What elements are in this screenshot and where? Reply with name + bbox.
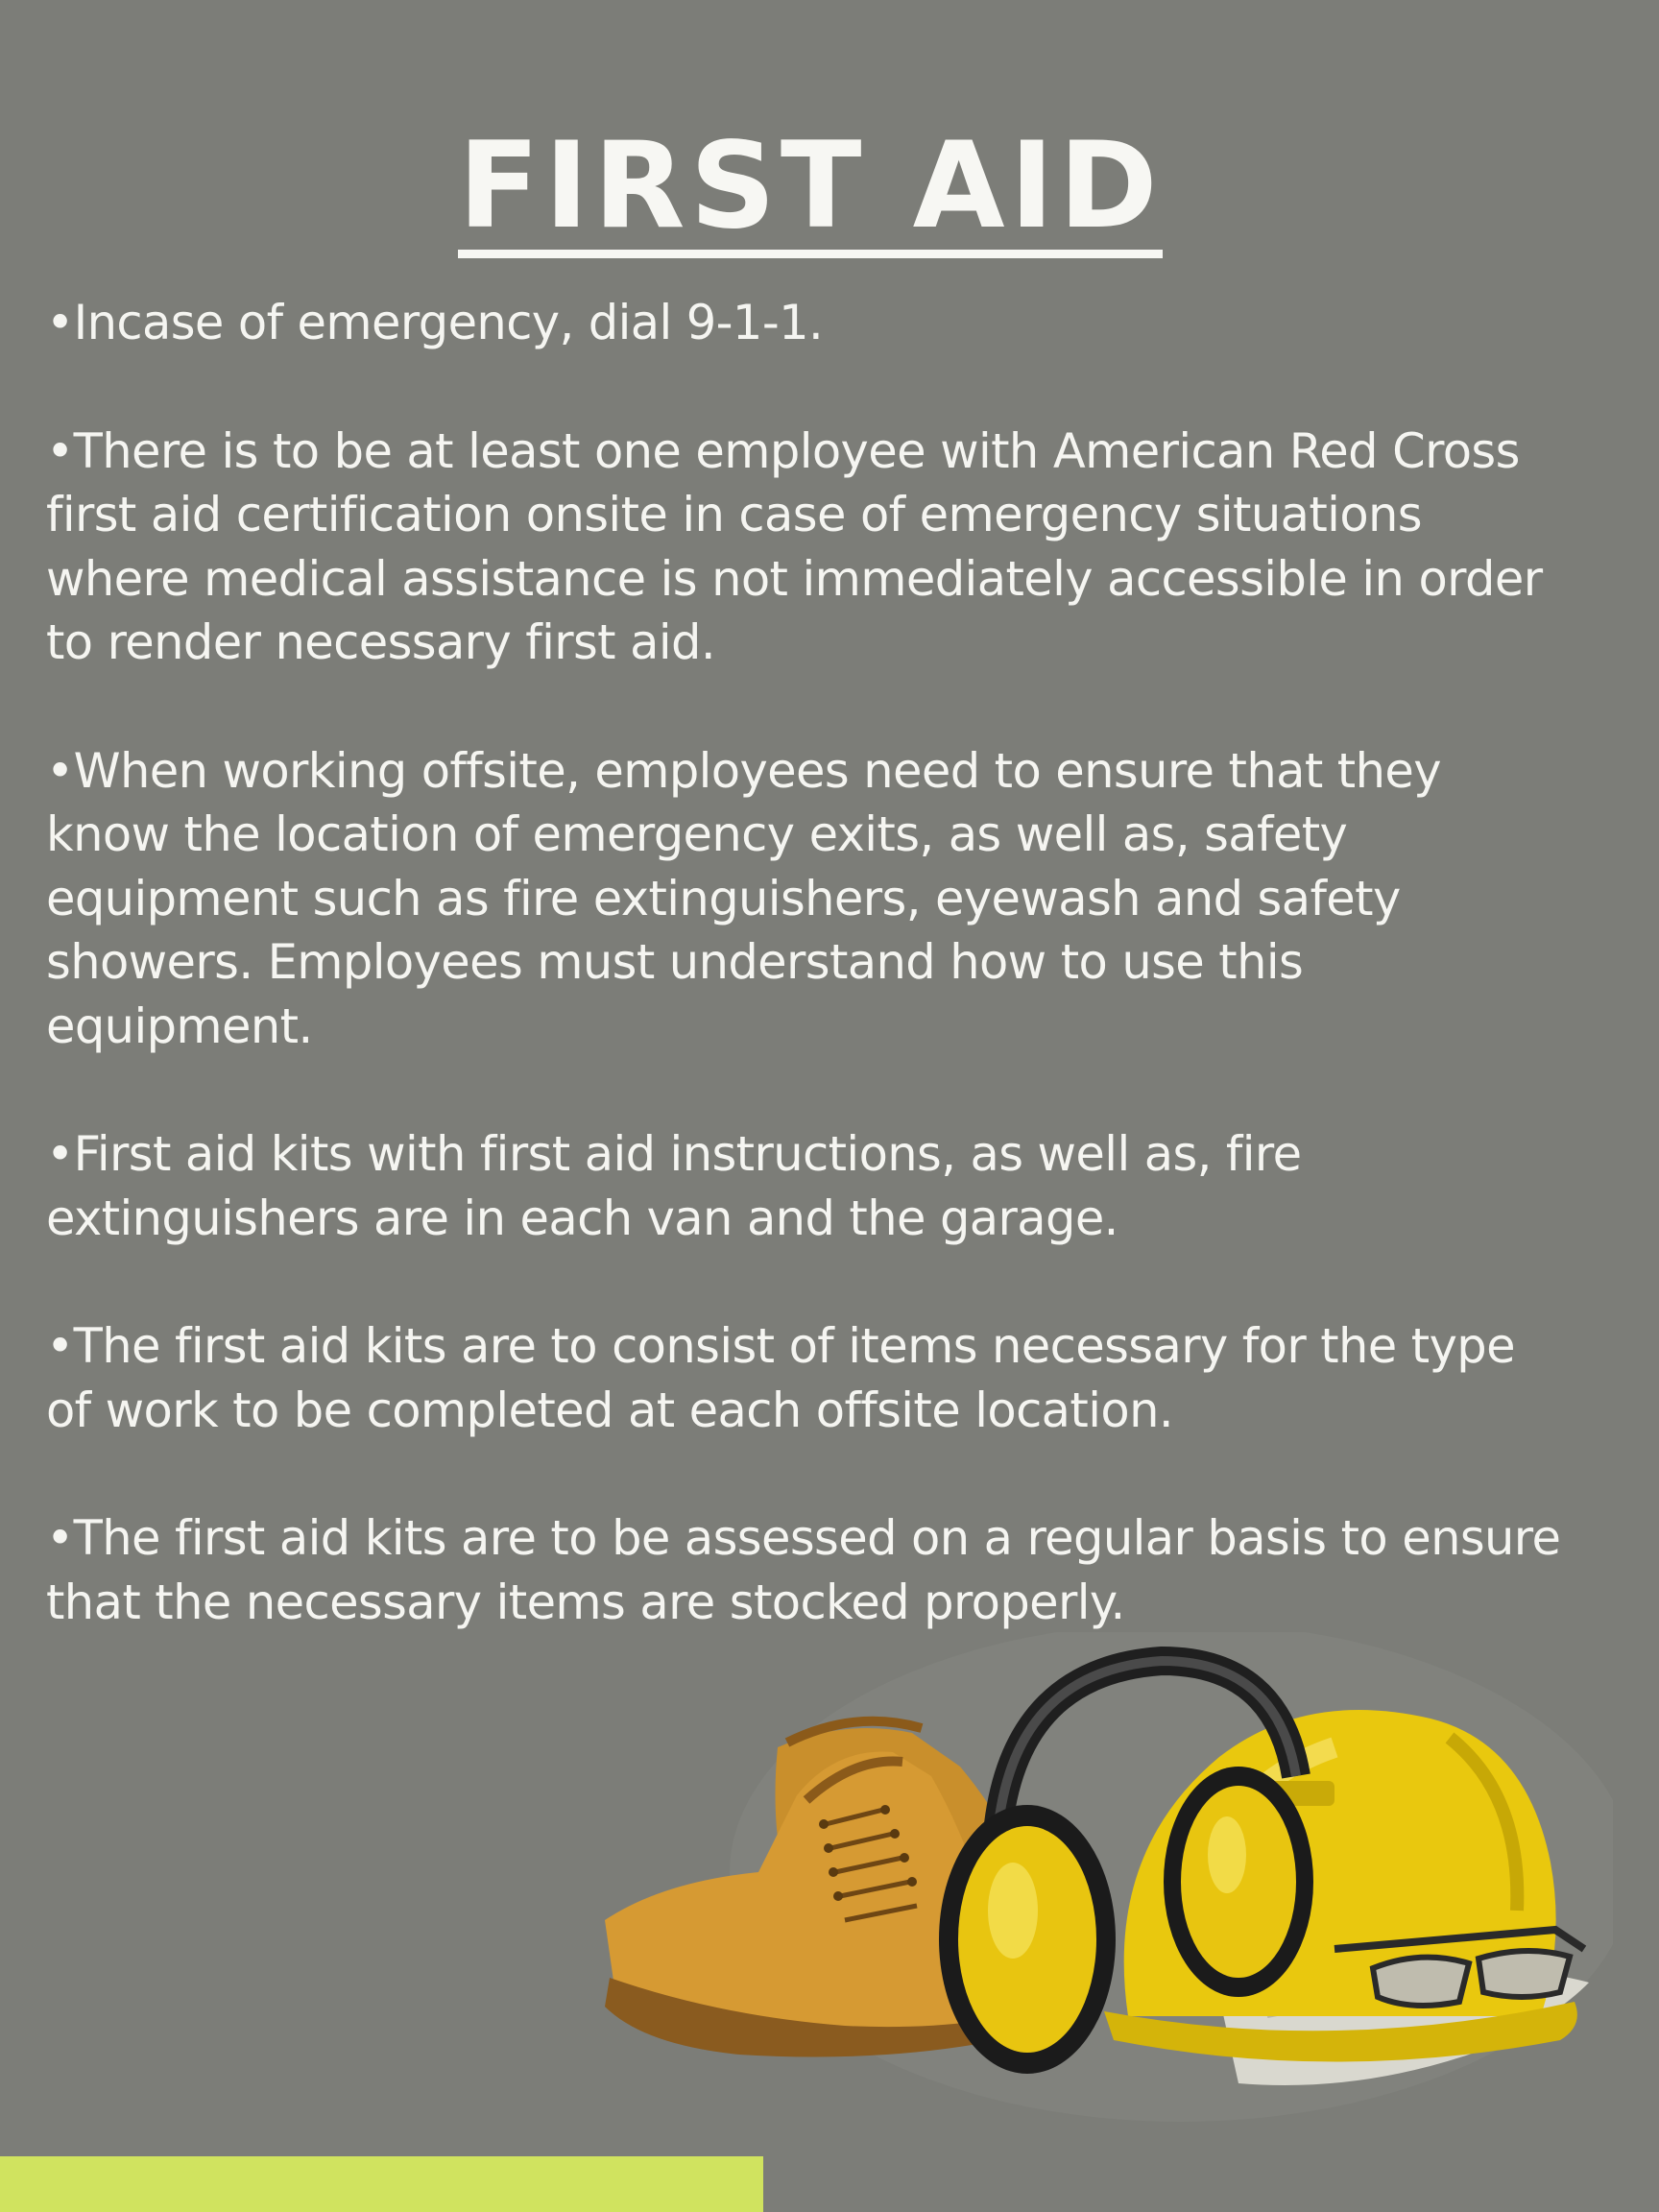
page-title: FIRST AID (458, 127, 1162, 258)
paragraph-offsite-safety: •When working offsite, employees need to ensure that they know the location of emergency exits, as well as, safety equipment such as fire extinguishers, eyewash and safety showers. Employees must understand how to use this equipment. (46, 742, 1441, 1054)
paragraph-kits-location: •First aid kits with first aid instructions, as well as, fire extinguishers are in each van and the garage. (46, 1126, 1302, 1246)
paragraph-kits-contents: •The first aid kits are to consist of items necessary for the type of work to be completed at each offsite location. (46, 1318, 1515, 1438)
safety-gear-illustration (605, 1632, 1613, 2151)
paragraph-certification: •There is to be at least one employee with American Red Cross first aid certification onsite in case of emergency situations where medical assistance is not immediately accessible in order to render necessary first aid. (46, 422, 1543, 670)
paragraph-kits-assessment: •The first aid kits are to be assessed on a regular basis to ensure that the necessary items are stocked properly. (46, 1510, 1561, 1630)
accent-bar (0, 2156, 763, 2212)
paragraph-emergency-dial: •Incase of emergency, dial 9-1-1. (46, 295, 824, 350)
title-wrapper (0, 117, 1659, 258)
first-aid-content (46, 291, 1563, 1698)
